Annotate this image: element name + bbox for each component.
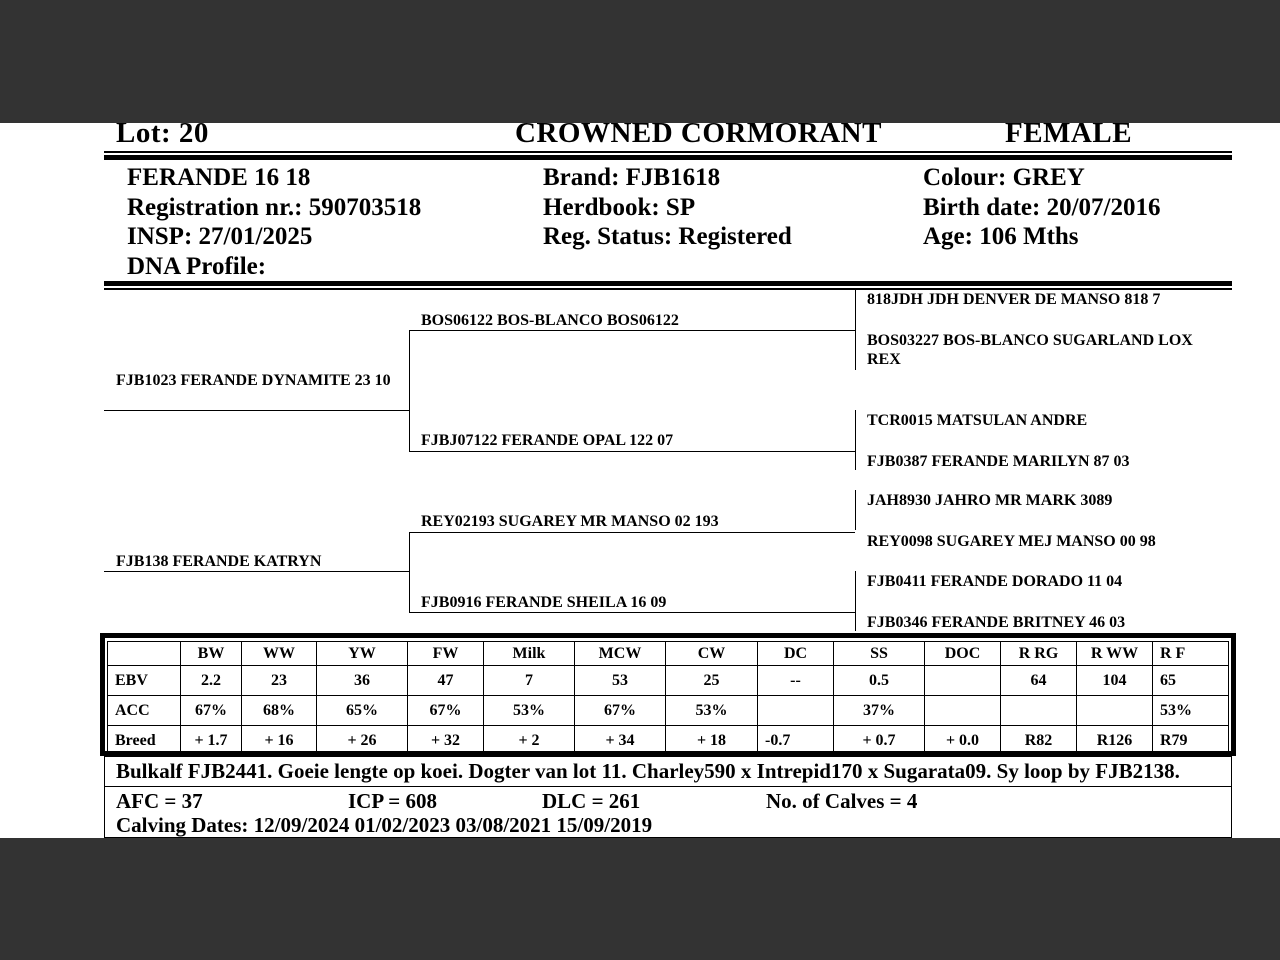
- table-cell: 23: [242, 666, 317, 696]
- column-header: R RG: [1001, 642, 1077, 666]
- column-header: [108, 642, 181, 666]
- dss-name: JAH8930 JAHRO MR MARK 3089: [867, 492, 1113, 509]
- animal-name: FERANDE 16 18: [127, 164, 311, 191]
- table-cell: 67%: [575, 696, 666, 726]
- table-cell: + 16: [242, 726, 317, 756]
- ebv-row: [108, 666, 1229, 696]
- dam-dam-name: FJB0916 FERANDE SHEILA 16 09: [421, 594, 667, 611]
- table-cell: --: [758, 666, 834, 696]
- table-cell: 65: [1153, 666, 1229, 696]
- breeder-name: CROWNED CORMORANT: [515, 117, 882, 149]
- table-cell: + 1.7: [181, 726, 242, 756]
- dam-bracket: [409, 532, 410, 612]
- dds-name: FJB0411 FERANDE DORADO 11 04: [867, 573, 1123, 590]
- row-label: EBV: [108, 666, 181, 696]
- dam-name: FJB138 FERANDE KATRYN: [116, 553, 322, 570]
- acc-row: [108, 696, 1229, 726]
- column-header: Milk: [484, 642, 575, 666]
- ds-bracket: [855, 490, 856, 530]
- table-cell: 65%: [317, 696, 408, 726]
- table-cell: R79: [1153, 726, 1229, 756]
- table-cell: R82: [1001, 726, 1077, 756]
- table-cell: 36: [317, 666, 408, 696]
- table-cell: 7: [484, 666, 575, 696]
- table-cell: 64: [1001, 666, 1077, 696]
- table-cell: 53%: [666, 696, 758, 726]
- table-cell: 104: [1077, 666, 1153, 696]
- table-cell: -0.7: [758, 726, 834, 756]
- header-rule-thick: [104, 155, 1232, 160]
- table-cell: 67%: [181, 696, 242, 726]
- dlc: DLC = 261: [542, 789, 641, 813]
- table-cell: 37%: [834, 696, 925, 726]
- table-cell: [758, 696, 834, 726]
- table-cell: + 0.0: [925, 726, 1001, 756]
- column-header: FW: [408, 642, 484, 666]
- table-cell: 53%: [1153, 696, 1229, 726]
- ebv-table: [107, 641, 1229, 756]
- herdbook: Herdbook: SP: [543, 194, 696, 221]
- table-cell: + 2: [484, 726, 575, 756]
- sds-name: TCR0015 MATSULAN ANDRE: [867, 412, 1088, 429]
- table-cell: 2.2: [181, 666, 242, 696]
- row-label: Breed: [108, 726, 181, 756]
- table-cell: 67%: [408, 696, 484, 726]
- table-cell: + 18: [666, 726, 758, 756]
- lot-number: Lot: 20: [116, 117, 209, 149]
- dd-bracket: [855, 571, 856, 631]
- column-header: R WW: [1077, 642, 1153, 666]
- row-label: ACC: [108, 696, 181, 726]
- ssd-name: BOS03227 BOS-BLANCO SUGARLAND LOX REX: [867, 332, 1193, 368]
- table-cell: R126: [1077, 726, 1153, 756]
- sire-line: [104, 410, 409, 411]
- calving-box: [104, 786, 1232, 838]
- column-header: WW: [242, 642, 317, 666]
- table-cell: [1001, 696, 1077, 726]
- breed-row: [108, 726, 1229, 756]
- calving-dates: Calving Dates: 12/09/2024 01/02/2023 03/08/2021 15/09/2019: [116, 813, 653, 837]
- info-rule-thick: [104, 281, 1232, 286]
- sss-name: 818JDH JDH DENVER DE MANSO 818 7: [867, 291, 1161, 308]
- sire-sire-name: BOS06122 BOS-BLANCO BOS06122: [421, 312, 679, 329]
- table-cell: [1077, 696, 1153, 726]
- sd-bracket: [855, 410, 856, 470]
- ddd-name: FJB0346 FERANDE BRITNEY 46 03: [867, 614, 1126, 631]
- column-header: R F: [1153, 642, 1229, 666]
- age: Age: 106 Mths: [923, 223, 1079, 250]
- catalogue-page: [0, 117, 1280, 838]
- dam-sire-name: REY02193 SUGAREY MR MANSO 02 193: [421, 513, 719, 530]
- header-rule-thin: [104, 151, 1232, 153]
- sdd-name: FJB0387 FERANDE MARILYN 87 03: [867, 453, 1130, 470]
- sire-bracket: [409, 330, 410, 451]
- column-header: DC: [758, 642, 834, 666]
- table-cell: 53: [575, 666, 666, 696]
- dna-profile: DNA Profile:: [127, 253, 267, 280]
- dsd-name: REY0098 SUGAREY MEJ MANSO 00 98: [867, 533, 1156, 550]
- inspection-date: INSP: 27/01/2025: [127, 223, 313, 250]
- dam-line: [104, 571, 409, 572]
- table-cell: 68%: [242, 696, 317, 726]
- colour: Colour: GREY: [923, 164, 1085, 191]
- ss-bracket: [855, 288, 856, 370]
- sire-dam-name: FJBJ07122 FERANDE OPAL 122 07: [421, 432, 674, 449]
- table-cell: 25: [666, 666, 758, 696]
- comment-text: Bulkalf FJB2441. Goeie lengte op koei. Dogter van lot 11. Charley590 x Intrepid170 x Sugarata09. Sy loop by FJB2138.: [116, 759, 1180, 783]
- column-header: DOC: [925, 642, 1001, 666]
- calves-count: No. of Calves = 4: [766, 789, 918, 813]
- sd-line: [409, 451, 855, 452]
- dd-line: [409, 612, 855, 613]
- registration-number: Registration nr.: 590703518: [127, 194, 422, 221]
- table-cell: 0.5: [834, 666, 925, 696]
- table-cell: 53%: [484, 696, 575, 726]
- column-header: YW: [317, 642, 408, 666]
- sire-name: FJB1023 FERANDE DYNAMITE 23 10: [116, 372, 391, 389]
- ss-line: [409, 330, 855, 331]
- column-header: SS: [834, 642, 925, 666]
- comment-box: [104, 756, 1232, 787]
- registration-status: Reg. Status: Registered: [543, 223, 792, 250]
- table-cell: + 0.7: [834, 726, 925, 756]
- ds-line: [409, 532, 855, 533]
- birth-date: Birth date: 20/07/2016: [923, 194, 1161, 221]
- column-header: CW: [666, 642, 758, 666]
- table-cell: + 32: [408, 726, 484, 756]
- table-cell: [925, 696, 1001, 726]
- icp: ICP = 608: [348, 789, 437, 813]
- brand: Brand: FJB1618: [543, 164, 721, 191]
- column-header: BW: [181, 642, 242, 666]
- afc: AFC = 37: [116, 789, 203, 813]
- table-cell: + 26: [317, 726, 408, 756]
- table-cell: [925, 666, 1001, 696]
- animal-sex: FEMALE: [1005, 117, 1133, 149]
- column-header: MCW: [575, 642, 666, 666]
- ebv-header-row: [108, 642, 1229, 666]
- table-cell: 47: [408, 666, 484, 696]
- table-cell: + 34: [575, 726, 666, 756]
